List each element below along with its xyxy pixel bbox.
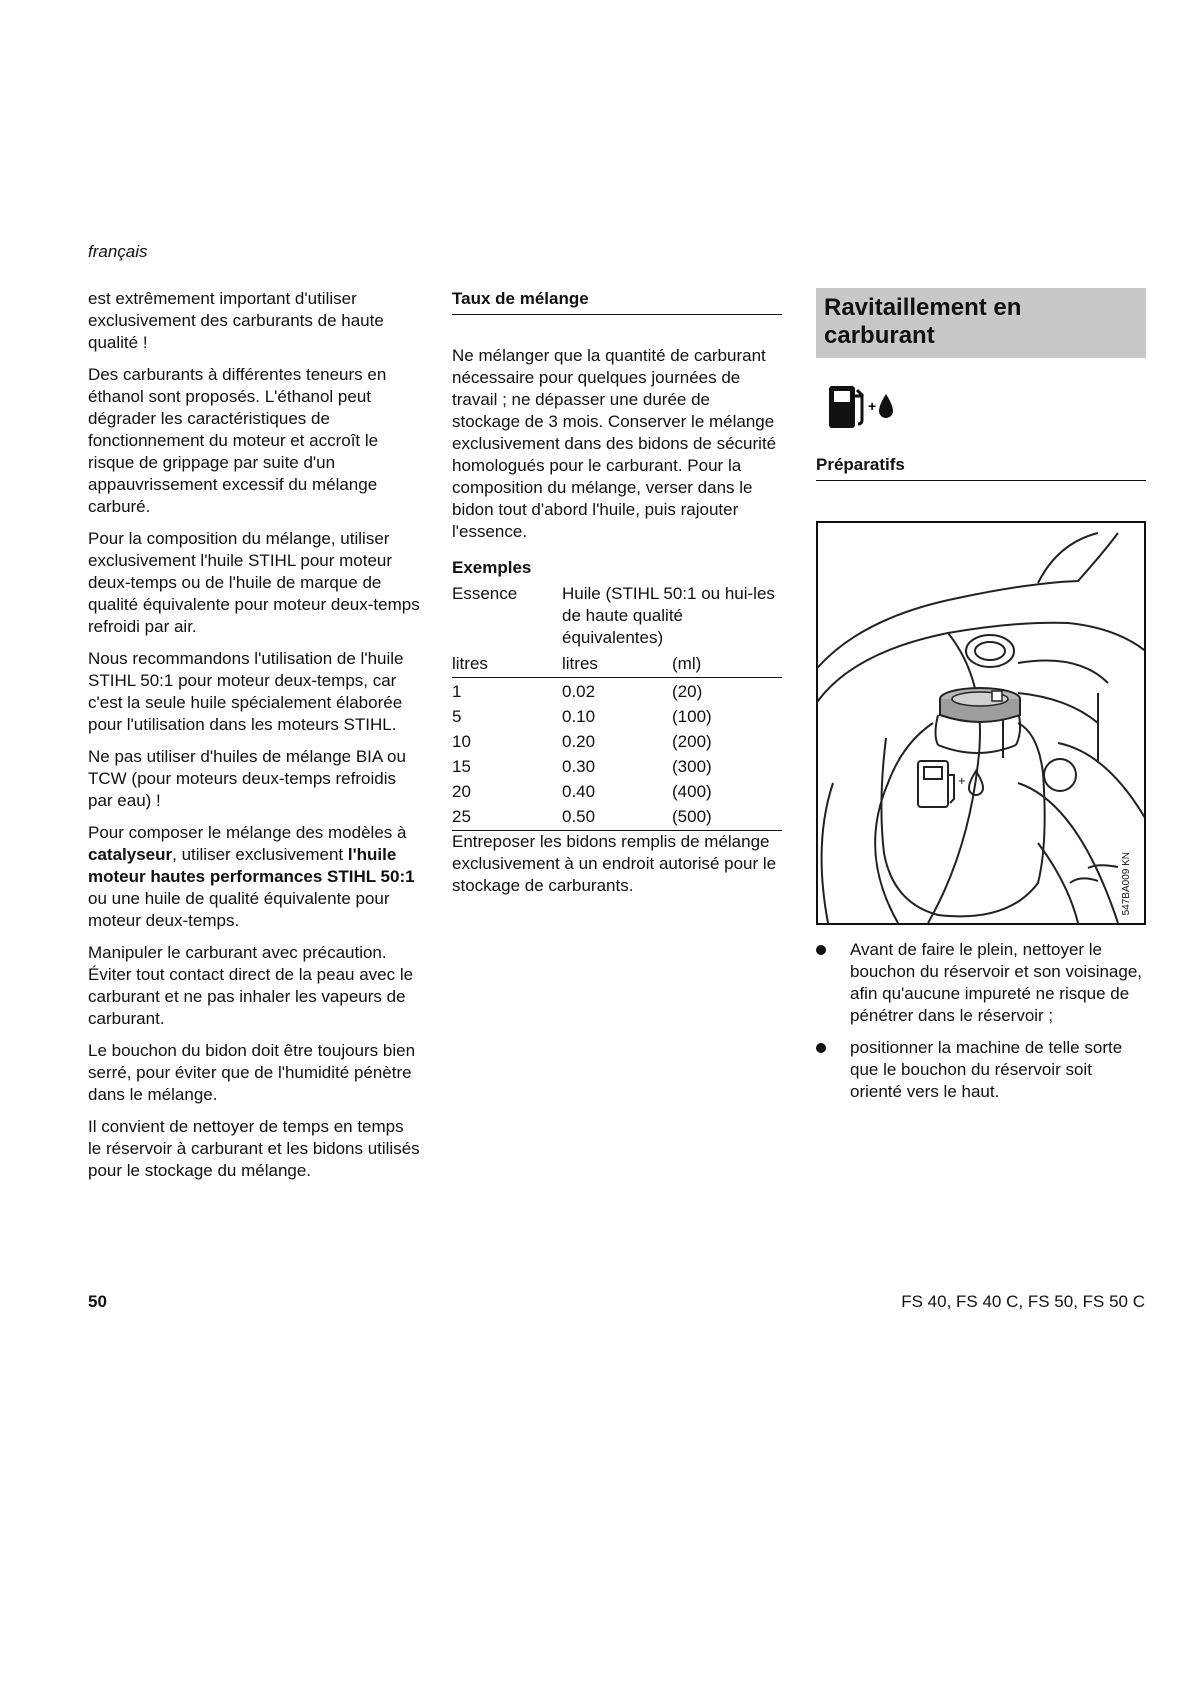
table-row	[452, 678, 782, 704]
svg-text:+: +	[868, 398, 877, 414]
list-item	[816, 1037, 1146, 1103]
table-header-petrol: Essence	[452, 584, 518, 603]
table-cell: (100)	[672, 707, 712, 726]
text-run: Nous recommandons l'utilisation de l'huile STIHL 50:1 pour moteur deux-temps, car c'est la seule huile spécialement élaborée pour l'utilisation dans les moteurs STIHL.	[88, 649, 404, 734]
model-list: FS 40, FS 40 C, FS 50, FS 50 C	[901, 1292, 1145, 1311]
column-middle	[452, 288, 782, 907]
table-cell: (20)	[672, 682, 703, 701]
bullet-icon	[816, 945, 826, 955]
table-header-oil: Huile (STIHL 50:1 ou hui-les de haute qualité équivalentes)	[562, 584, 775, 647]
list-item	[816, 939, 1146, 1027]
table-cell: 15	[452, 757, 471, 776]
text-run: Manipuler le carburant avec précaution. Éviter tout contact direct de la peau avec le carburant et ne pas inhaler les vapeurs de carburant.	[88, 943, 414, 1028]
table-row	[452, 803, 782, 831]
mix-table	[452, 583, 782, 831]
table-cell: 10	[452, 732, 471, 751]
table-cell: 0.02	[562, 682, 596, 701]
fuel-pump-oil-drop-icon	[826, 380, 906, 434]
text-run: ou une huile de qualité équivalente pour moteur deux-temps.	[88, 889, 390, 930]
table-unit-oil-ml: (ml)	[672, 653, 782, 678]
bold-text: l'huile moteur hautes performances STIHL 50:1	[88, 845, 415, 886]
mix-intro-text: Ne mélanger que la quantité de carburant nécessaire pour quelques journées de travail ; ne dépasser une durée de stockage de 3 mois. Conserver le mélange exclusivement dans des bidons de sécurité homologués pour le carburant. Pour la composition du mélange, verser dans le bidon tout d'abord l'huile, puis rajouter l'essence.	[452, 346, 777, 541]
list-item-text: positionner la machine de telle sorte que le bouchon du réservoir soit orienté vers le haut.	[850, 1038, 1123, 1101]
preparation-heading: Préparatifs	[816, 454, 1146, 481]
preparation-list	[816, 939, 1146, 1103]
svg-text:+: +	[958, 773, 966, 788]
table-cell: (500)	[672, 803, 782, 831]
table-cell: 25	[452, 803, 562, 831]
table-cell: 5	[452, 707, 462, 726]
table-row	[452, 778, 782, 803]
body-paragraph	[88, 1040, 420, 1106]
table-cell: 20	[452, 782, 471, 801]
figure-code: 547BA009 KN	[1121, 851, 1132, 915]
text-run: Il convient de nettoyer de temps en temps le réservoir à carburant et les bidons utilisés pour le stockage du mélange.	[88, 1117, 420, 1180]
body-paragraph	[88, 1116, 420, 1182]
language-label: français	[88, 242, 148, 261]
machine-illustration	[818, 523, 1144, 923]
table-unit-oil-litres: litres	[562, 653, 672, 678]
examples-heading: Exemples	[452, 558, 532, 577]
table-row	[452, 728, 782, 753]
mix-ratio-heading: Taux de mélange	[452, 288, 782, 315]
table-unit-petrol: litres	[452, 653, 562, 678]
table-cell: (200)	[672, 732, 712, 751]
storage-text: Entreposer les bidons remplis de mélange exclusivement à un endroit autorisé pour le stockage de carburants.	[452, 832, 777, 895]
table-cell: 0.40	[562, 782, 596, 801]
table-cell: (400)	[672, 782, 712, 801]
table-cell: 0.50	[562, 803, 672, 831]
list-item-text: Avant de faire le plein, nettoyer le bouchon du réservoir et son voisinage, afin qu'aucune impureté ne risque de pénétrer dans le réservoir ;	[850, 940, 1143, 1025]
table-cell: 0.30	[562, 757, 596, 776]
body-paragraph	[88, 364, 420, 518]
bullet-icon	[816, 1043, 826, 1053]
table-cell: 0.20	[562, 732, 596, 751]
section-title: Ravitaillement en carburant	[816, 288, 1146, 358]
text-run: , utiliser exclusivement	[172, 845, 348, 864]
refuel-figure	[816, 521, 1146, 925]
text-run: Le bouchon du bidon doit être toujours bien serré, pour éviter que de l'humidité pénètre dans le mélange.	[88, 1041, 416, 1104]
body-paragraph	[88, 648, 420, 736]
column-right	[816, 288, 1146, 1113]
table-row	[452, 703, 782, 728]
column-left	[88, 288, 420, 1192]
text-run: Pour composer le mélange des modèles à	[88, 823, 407, 842]
body-paragraph	[88, 528, 420, 638]
text-run: Ne pas utiliser d'huiles de mélange BIA ou TCW (pour moteurs deux-temps refroidis par eau) !	[88, 747, 406, 810]
text-run: Des carburants à différentes teneurs en éthanol sont proposés. L'éthanol peut dégrader les caractéristiques de fonctionnement du moteur et accroît le risque de grippage par suite d'un appauvrissement excessif du mélange carburé.	[88, 365, 387, 516]
table-cell: 0.10	[562, 707, 596, 726]
body-paragraph	[88, 746, 420, 812]
body-paragraph	[88, 942, 420, 1030]
body-paragraph	[88, 822, 420, 932]
text-run: Pour la composition du mélange, utiliser exclusivement l'huile STIHL pour moteur deux-temps ou de l'huile de marque de qualité équivalente pour moteur deux-temps refroidi par air.	[88, 529, 420, 636]
bold-text: catalyseur	[88, 845, 173, 864]
page-number: 50	[88, 1292, 107, 1311]
table-cell: 1	[452, 682, 462, 701]
text-run: est extrêmement important d'utiliser exclusivement des carburants de haute qualité !	[88, 289, 384, 352]
table-cell: (300)	[672, 757, 712, 776]
table-row	[452, 753, 782, 778]
body-paragraph	[88, 288, 420, 354]
